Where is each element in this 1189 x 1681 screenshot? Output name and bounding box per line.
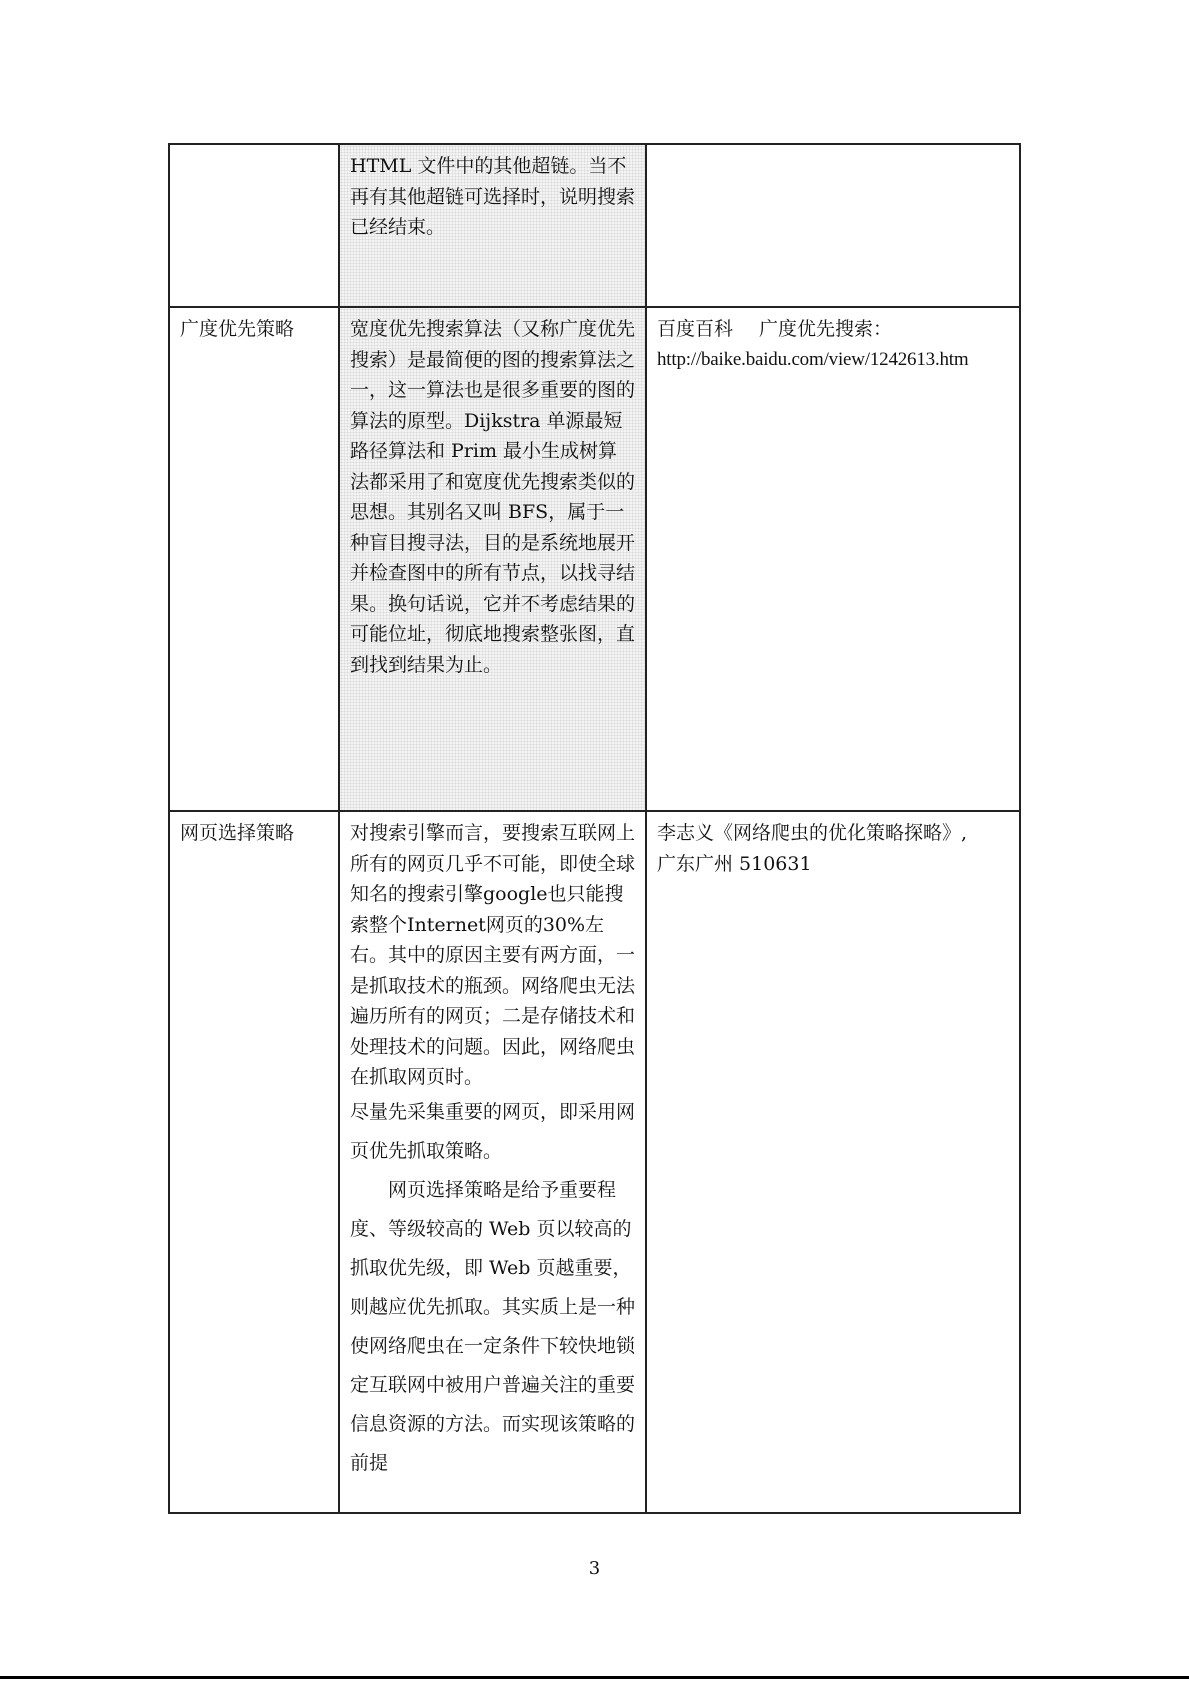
description-cell: [339, 307, 646, 811]
description-paragraph: 宽度优先搜索算法（又称广度优先搜索）是最简便的图的搜索算法之一，这一算法也是很多重要的图的算法的原型。Dijkstra 单源最短路径算法和 Prim 最小生成树算法都采用了和宽度优先搜索类似的思想。其别名又叫 BFS，属于一种盲目搜寻法，目的是系统地展开并检查图中的所有节点，以找寻结果。换句话说，它并不考虑结果的可能位址，彻底地搜索整张图，直到找到结果为止。: [350, 318, 636, 676]
reference-location: 广东广州 510631: [657, 852, 812, 875]
strategy-name-cell: [169, 144, 339, 307]
reference-source-line: [657, 314, 1009, 345]
page-number: 3: [588, 1558, 601, 1579]
description-paragraph: 对搜索引擎而言，要搜索互联网上所有的网页几乎不可能，即使全球知名的搜索引擎google也只能搜索整个Internet网页的30%左右。其中的原因主要有两方面，一是抓取技术的瓶颈。网络爬虫无法遍历所有的网页；二是存储技术和处理技术的问题。因此，网络爬虫在抓取网页时。: [350, 822, 636, 1088]
reference-source: 百度百科: [657, 318, 734, 340]
table-row: [169, 307, 1020, 811]
table-row: [169, 144, 1020, 307]
reference-cell: [646, 811, 1020, 1513]
strategy-table: [168, 143, 1021, 1514]
reference-cell: [646, 307, 1020, 811]
strategy-name: 网页选择策略: [180, 822, 295, 844]
description-paragraph: 尽量先采集重要的网页，即采用网页优先抓取策略。: [350, 1100, 636, 1162]
reference-topic: 广度优先搜索：: [759, 318, 893, 340]
description-cell: [339, 144, 646, 307]
description-paragraph: HTML 文件中的其他超链。当不再有其他超链可选择时，说明搜索已经结束。: [350, 155, 636, 238]
description-cell: [339, 811, 646, 1513]
description-paragraph: 网页选择策略是给予重要程度、等级较高的 Web 页以较高的抓取优先级，即 Web 页越重要，则越应优先抓取。其实质上是一种使网络爬虫在一定条件下较快地锁定互联网中被用户普遍关注的重要信息资源的方法。而实现该策略的前提: [350, 1178, 636, 1474]
reference-citation: 李志义《网络爬虫的优化策略探略》,: [657, 822, 968, 844]
strategy-name: 广度优先策略: [180, 318, 295, 340]
strategy-name-cell: [169, 307, 339, 811]
strategy-name-cell: [169, 811, 339, 1513]
table-row: [169, 811, 1020, 1513]
page-bottom-divider: [0, 1676, 1189, 1679]
reference-cell: [646, 144, 1020, 307]
reference-url[interactable]: http://baike.baidu.com/view/1242613.htm: [657, 348, 969, 370]
